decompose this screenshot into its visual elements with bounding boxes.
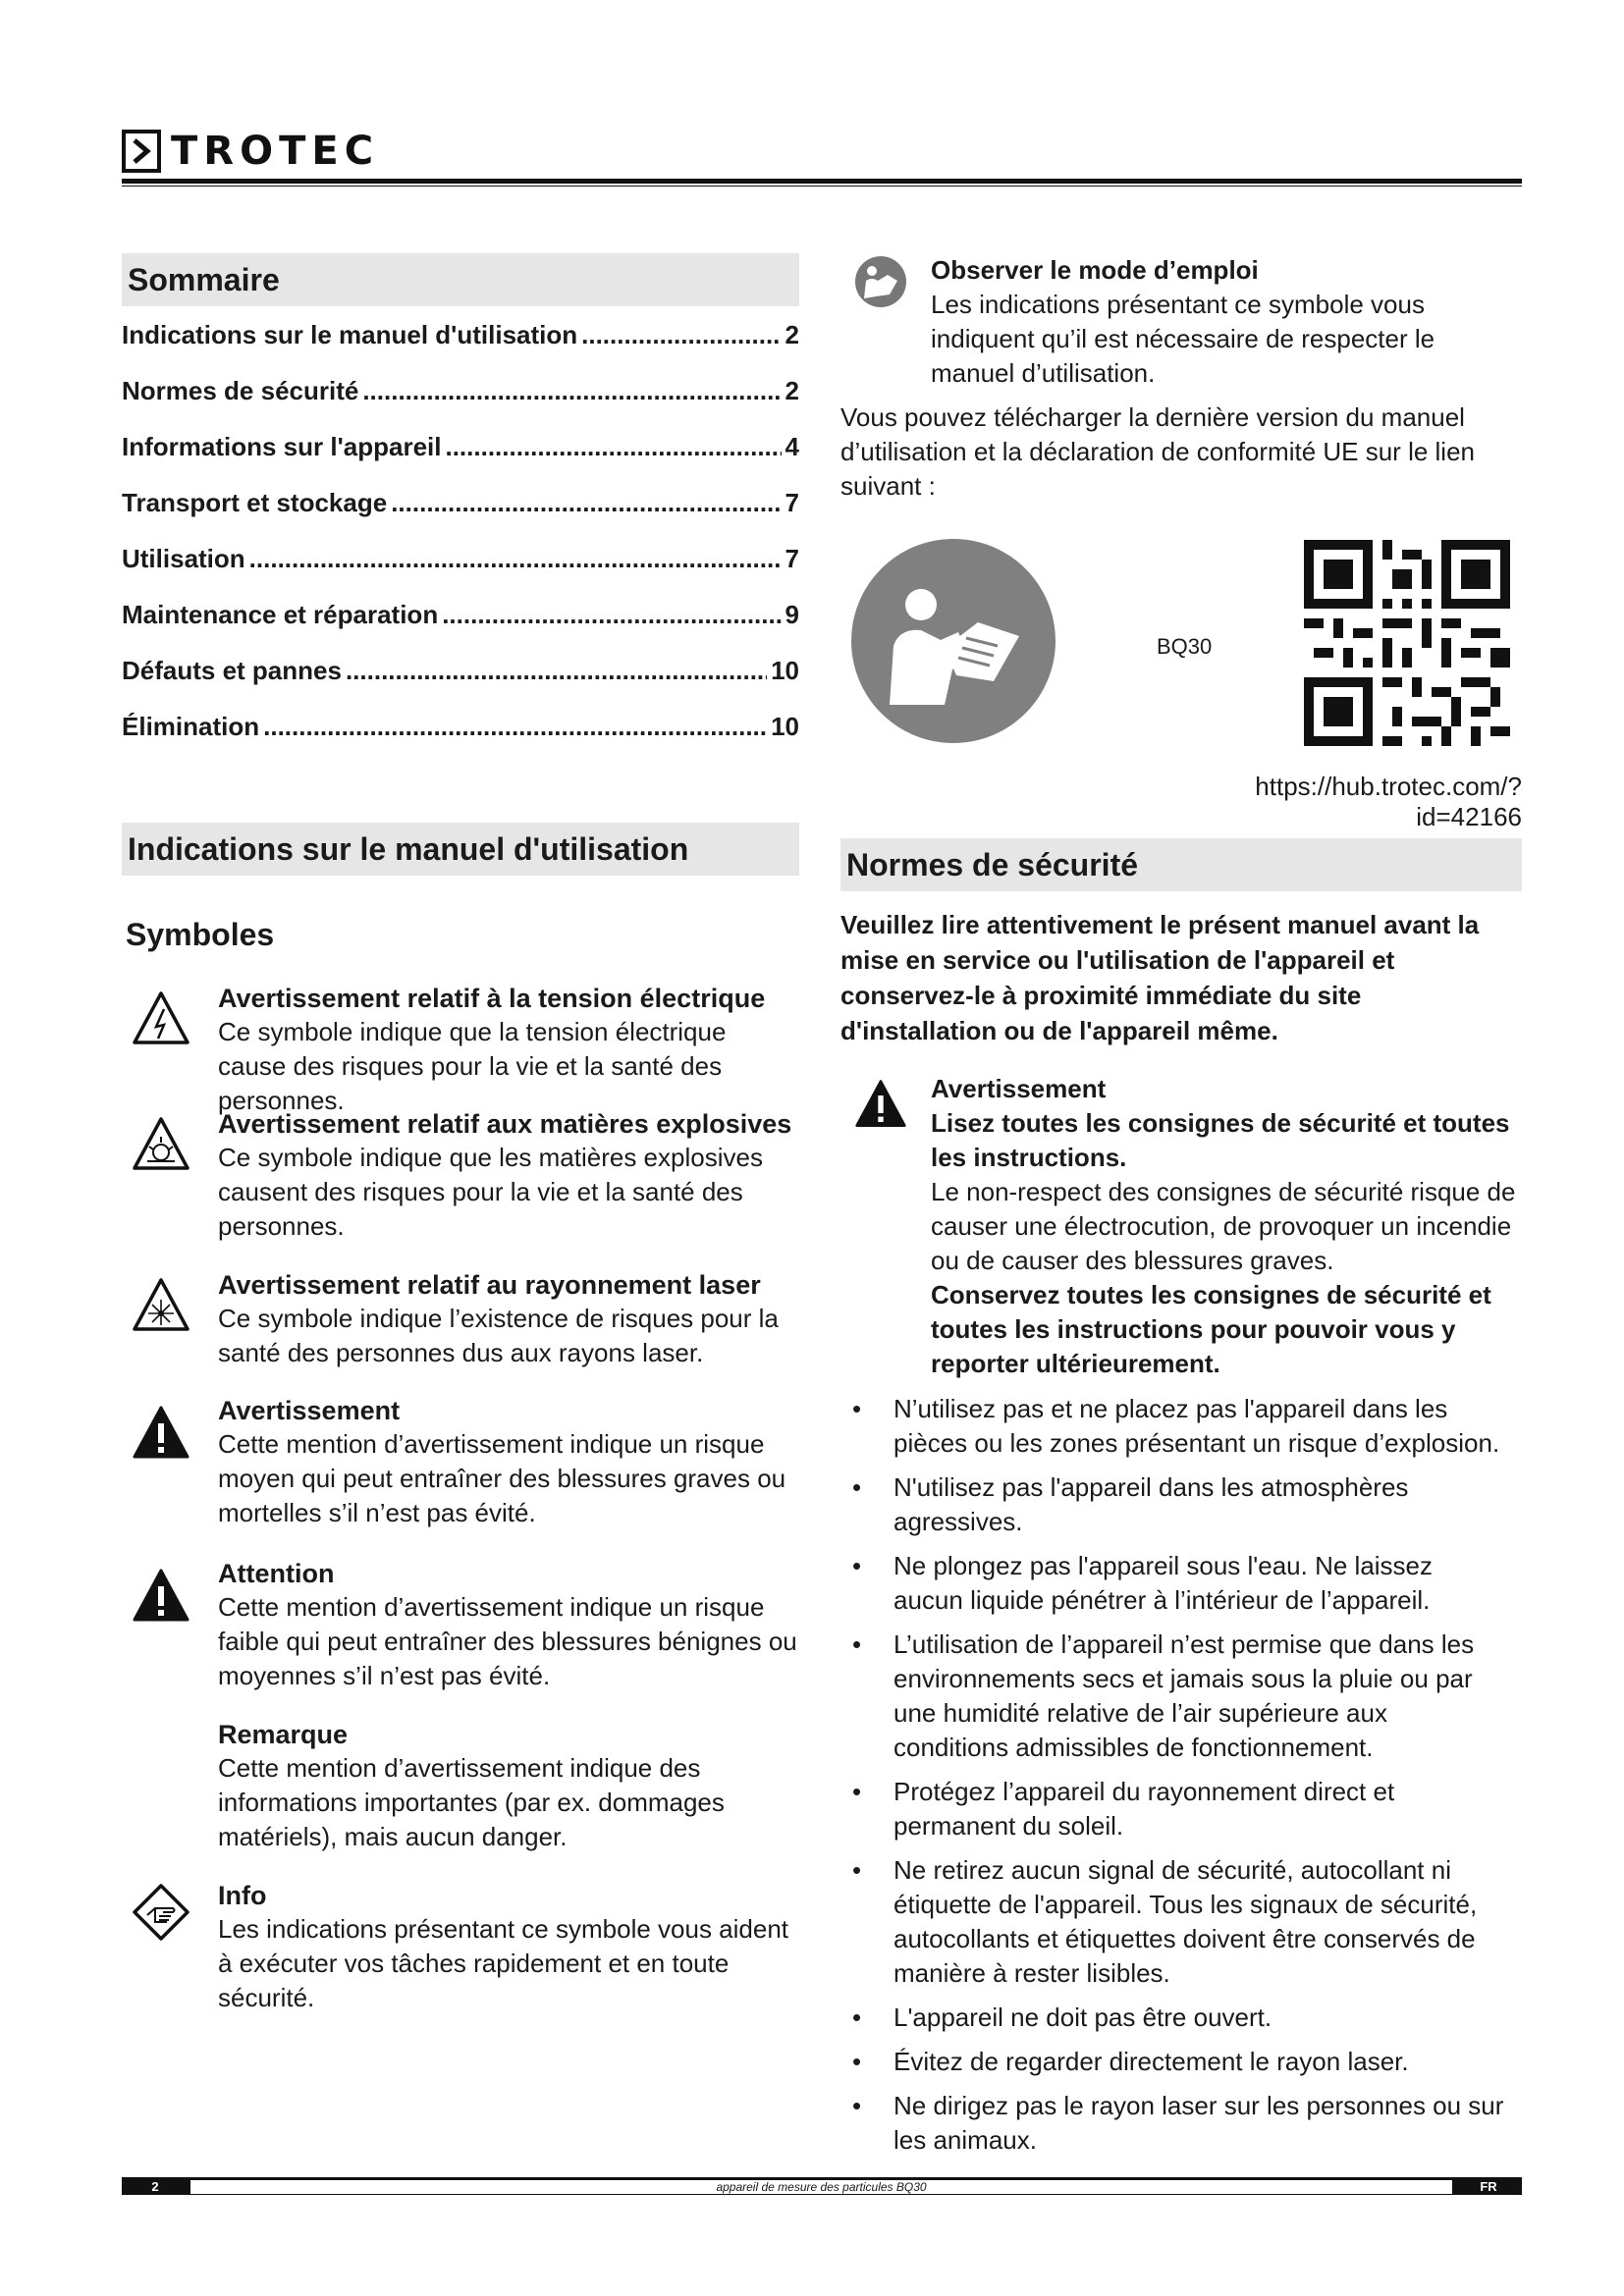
page-number: 2 <box>151 2178 159 2194</box>
info-hand-icon <box>132 1883 190 1942</box>
attention-icon <box>132 1567 190 1626</box>
symbol-title: Info <box>218 1881 267 1910</box>
safety-warning-bold2: Conservez toutes les consignes de sécurité et toutes les instructions pour pouvoir vous y reporter ultérieurement. <box>931 1280 1491 1378</box>
toc-entry[interactable]: Défauts et pannes ..... 10 <box>122 656 799 712</box>
symbol-entry <box>122 1268 799 1370</box>
electric-voltage-warning-icon <box>132 989 190 1048</box>
header-rule <box>122 179 1522 184</box>
list-item: • N’utilisez pas et ne placez pas l'appareil dans les pièces ou les zones présentant un risque d’explosion. <box>840 1392 1508 1461</box>
symbol-title: Avertissement <box>218 1396 401 1425</box>
symbol-entry <box>122 982 799 1118</box>
symbol-entry <box>122 1394 799 1530</box>
table-of-contents <box>122 320 799 768</box>
toc-entry[interactable]: Élimination ..... 10 <box>122 712 799 768</box>
download-text: Vous pouvez télécharger la dernière version du manuel d’utilisation et la déclaration de conformité UE sur le lien suivant : <box>840 402 1476 501</box>
symbols-heading: Symboles <box>126 917 275 952</box>
laser-warning-icon <box>132 1276 190 1335</box>
safety-warning-title: Avertissement <box>931 1074 1107 1103</box>
symbol-text: Cette mention d’avertissement indique un risque faible qui peut entraîner des blessures bénignes ou moyennes s’il n’est pas évité. <box>218 1592 797 1690</box>
list-item: • Protégez l’appareil du rayonnement direct et permanent du soleil. <box>840 1775 1508 1843</box>
manual-read-large-icon <box>850 538 1056 744</box>
safety-warning-block <box>931 1072 1522 1381</box>
list-item: • L’utilisation de l’appareil n’est permise que dans les environnements secs et jamais sous la pluie ou par une humidité relative de l’air supérieure aux conditions admissibles de fonctionnement. <box>840 1628 1508 1765</box>
symbol-title: Avertissement relatif à la tension électrique <box>218 984 766 1013</box>
symbol-title: Attention <box>218 1559 335 1588</box>
symbol-text: Les indications présentant ce symbole vous aident à exécuter vos tâches rapidement et en toute sécurité. <box>218 1914 789 2012</box>
toc-entry[interactable]: Indications sur le manuel d'utilisation ..... 2 <box>122 320 799 376</box>
footer-title: appareil de mesure des particules BQ30 <box>190 2179 1452 2194</box>
symbol-text: Ce symbole indique l’existence de risques pour la santé des personnes dus aux rayons laser. <box>218 1304 779 1367</box>
manual-read-icon <box>854 255 907 308</box>
observe-block <box>931 253 1522 391</box>
language-code: FR <box>1480 2178 1497 2194</box>
toc-heading: Sommaire <box>122 253 799 306</box>
toc-entry[interactable]: Utilisation ..... 7 <box>122 544 799 600</box>
toc-entry[interactable]: Maintenance et réparation ..... 9 <box>122 600 799 656</box>
observe-text: Les indications présentant ce symbole vous indiquent qu’il est nécessaire de respecter le manuel d’utilisation. <box>931 290 1435 388</box>
warning-icon <box>132 1404 190 1463</box>
explosive-warning-icon <box>132 1115 190 1174</box>
symbol-title: Remarque <box>218 1720 349 1749</box>
brand-name: TROTEC <box>171 129 380 174</box>
safety-intro: Veuillez lire attentivement le présent manuel avant la mise en service ou l'utilisation de l'appareil et conservez-le à proximité immédiate du site d'installation ou de l'appareil même. <box>840 910 1480 1045</box>
safety-heading: Normes de sécurité <box>840 838 1522 891</box>
list-item: • Ne retirez aucun signal de sécurité, autocollant ni étiquette de l'appareil. Tous les signaux de sécurité, autocollants et étiquettes doivent être conservés de manière à rester lisibles. <box>840 1853 1508 1991</box>
list-item: • Évitez de regarder directement le rayon laser. <box>840 2045 1508 2079</box>
qr-code-icon[interactable] <box>1304 540 1510 746</box>
trotec-chevron-icon <box>122 130 161 173</box>
symbol-text: Ce symbole indique que la tension électrique cause des risques pour la vie et la santé des personnes. <box>218 1017 727 1115</box>
symbol-text: Cette mention d’avertissement indique des informations importantes (par ex. dommages matériels), mais aucun danger. <box>218 1753 725 1851</box>
list-item: • N'utilisez pas l'appareil dans les atmosphères agressives. <box>840 1470 1508 1539</box>
header-rule-thin <box>122 186 1522 187</box>
safety-warning-icon <box>854 1078 907 1131</box>
symbol-entry <box>122 1107 799 1244</box>
symbol-entry <box>122 1718 799 1854</box>
list-item: • L'appareil ne doit pas être ouvert. <box>840 2001 1508 2035</box>
symbol-title: Avertissement relatif aux matières explosives <box>218 1109 792 1139</box>
toc-entry[interactable]: Informations sur l'appareil ..... 4 <box>122 432 799 488</box>
symbol-text: Cette mention d’avertissement indique un risque moyen qui peut entraîner des blessures graves ou mortelles s’il n’est pas évité. <box>218 1429 786 1527</box>
symbol-entry <box>122 1557 799 1693</box>
safety-bullet-list <box>840 1392 1508 2167</box>
download-link[interactable]: https://hub.trotec.com/?id=42166 <box>1255 772 1522 831</box>
toc-entry[interactable]: Transport et stockage ..... 7 <box>122 488 799 544</box>
symbol-text: Ce symbole indique que les matières explosives causent des risques pour la vie et la santé des personnes. <box>218 1143 763 1241</box>
manual-heading: Indications sur le manuel d'utilisation <box>122 823 799 876</box>
toc-entry[interactable]: Normes de sécurité ..... 2 <box>122 376 799 432</box>
brand-logo <box>122 130 379 173</box>
qr-label: BQ30 <box>1157 634 1213 659</box>
list-item: • Ne plongez pas l'appareil sous l'eau. Ne laissez aucun liquide pénétrer à l’intérieur de l’appareil. <box>840 1549 1508 1618</box>
safety-warning-text: Le non-respect des consignes de sécurité risque de causer une électrocution, de provoquer un incendie ou de causer des blessures graves. <box>931 1177 1516 1275</box>
safety-warning-bold1: Lisez toutes les consignes de sécurité et toutes les instructions. <box>931 1108 1510 1172</box>
observe-title: Observer le mode d’emploi <box>931 255 1259 285</box>
symbol-title: Avertissement relatif au rayonnement laser <box>218 1270 761 1300</box>
symbol-entry <box>122 1879 799 2015</box>
list-item: • Ne dirigez pas le rayon laser sur les personnes ou sur les animaux. <box>840 2089 1508 2158</box>
